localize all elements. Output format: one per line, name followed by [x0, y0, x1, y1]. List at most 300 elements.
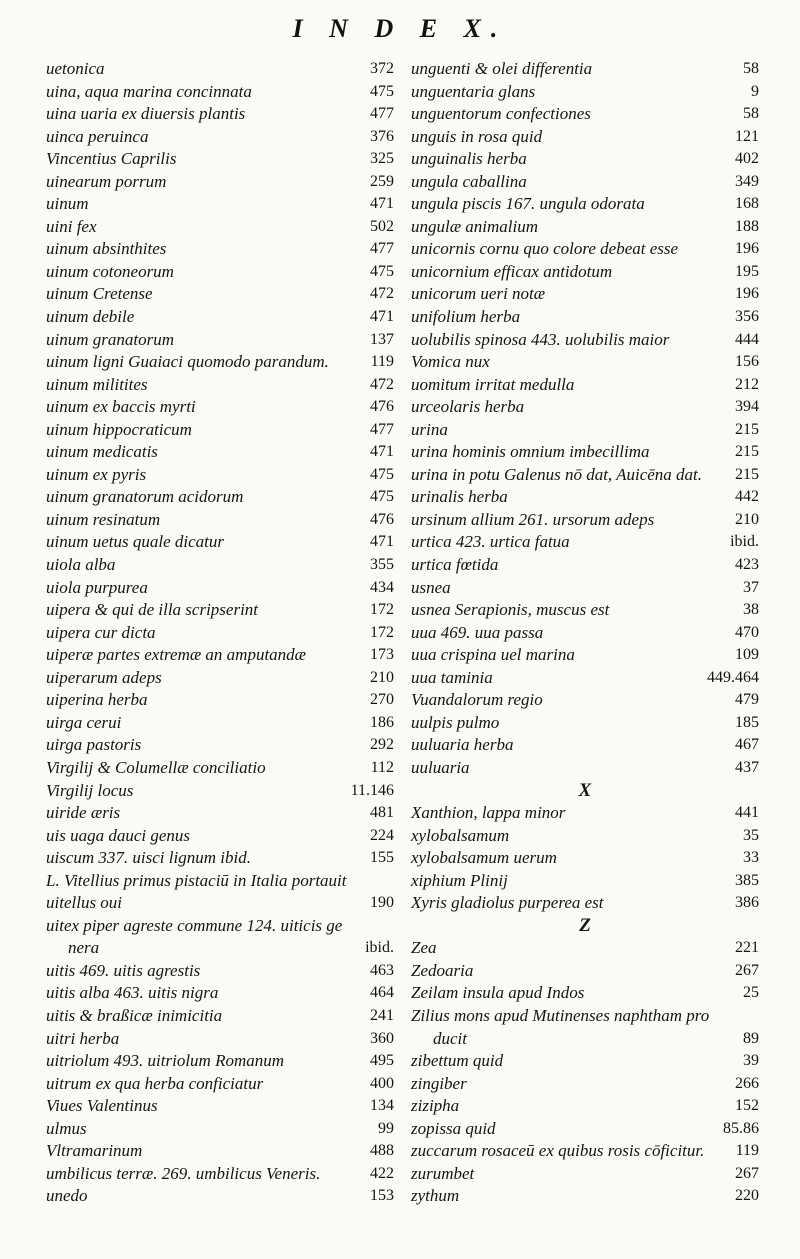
page-reference: 267 — [735, 961, 759, 979]
index-entry — [411, 283, 759, 306]
index-term: uitex piper agreste commune 124. uiticis ge — [46, 915, 343, 935]
index-term: uitis alba 463. uitis nigra — [46, 983, 219, 1003]
index-term: Viues Valentinus — [46, 1096, 158, 1116]
index-entry — [411, 509, 759, 532]
page-reference: 168 — [735, 195, 759, 213]
index-term: uinca peruinca — [46, 126, 149, 146]
index-entry — [411, 577, 759, 600]
page-reference: 355 — [370, 556, 394, 574]
index-entry — [411, 193, 759, 216]
index-entry — [46, 1095, 394, 1118]
index-entry — [411, 486, 759, 509]
index-entry — [411, 1095, 759, 1118]
index-entry — [411, 531, 759, 554]
index-term: uinum uetus quale dicatur — [46, 532, 225, 552]
page-reference: 267 — [735, 1164, 759, 1182]
page-reference: 467 — [735, 736, 759, 754]
page-reference: 152 — [735, 1097, 759, 1115]
index-term: uetonica — [46, 59, 105, 78]
page-reference: 9 — [751, 82, 759, 100]
index-term: urtica 423. urtica fatua — [411, 532, 570, 552]
index-entry — [46, 734, 394, 757]
index-entry — [46, 712, 394, 735]
index-term: uina, aqua marina concinnata — [46, 81, 252, 101]
page-reference: 385 — [735, 871, 759, 889]
index-entry — [46, 171, 394, 194]
page-reference: 479 — [735, 691, 759, 709]
index-term: urina — [411, 419, 448, 439]
index-entry — [46, 1163, 394, 1186]
index-entry — [411, 1028, 759, 1051]
index-column-left — [46, 58, 394, 1208]
index-term: uinum medicatis — [46, 442, 158, 462]
index-entry — [46, 825, 394, 848]
index-term: uiperarum adeps — [46, 667, 162, 687]
index-entry — [411, 374, 759, 397]
index-entry — [46, 329, 394, 352]
page-reference: 477 — [370, 105, 394, 123]
page-reference: 89 — [743, 1029, 759, 1047]
index-term: unguinalis herba — [411, 149, 527, 169]
index-entry — [411, 464, 759, 487]
index-term: zizipha — [411, 1096, 460, 1116]
index-entry — [46, 982, 394, 1005]
index-term: uuluaria herba — [411, 735, 514, 755]
index-term: uitellus oui — [46, 893, 123, 913]
page-reference: 464 — [370, 984, 394, 1002]
page-reference: 172 — [370, 601, 394, 619]
index-term: uiola purpurea — [46, 577, 148, 597]
index-entry — [46, 351, 394, 374]
index-entry — [411, 982, 759, 1005]
index-entry — [411, 126, 759, 149]
index-entry — [411, 644, 759, 667]
page-reference: 39 — [743, 1052, 759, 1070]
page-reference: 85.86 — [723, 1119, 759, 1137]
page-reference: 99 — [378, 1119, 394, 1137]
index-entry — [411, 554, 759, 577]
index-term: urina in potu Galenus nō dat, Auicēna dat. — [411, 464, 703, 484]
index-term: uinum granatorum acidorum — [46, 487, 244, 507]
index-term: uinearum porrum — [46, 171, 167, 191]
page-reference: 259 — [370, 172, 394, 190]
page-reference: 188 — [735, 217, 759, 235]
index-entry — [411, 1005, 759, 1028]
index-term: unguentorum confectiones — [411, 104, 591, 124]
index-entry — [46, 486, 394, 509]
index-term: xylobalsamum uerum — [411, 848, 557, 868]
index-term: unguentaria glans — [411, 81, 536, 101]
page-reference: 112 — [370, 758, 394, 776]
page-reference: 475 — [370, 262, 394, 280]
page-reference: 195 — [735, 262, 759, 280]
page-reference: 476 — [370, 398, 394, 416]
index-entry — [46, 464, 394, 487]
index-entry — [46, 238, 394, 261]
index-term: zibettum quid — [411, 1051, 504, 1071]
index-term: uiperina herba — [46, 690, 148, 710]
page-reference: 394 — [735, 398, 759, 416]
page-reference: 442 — [735, 488, 759, 506]
index-term: uua taminia — [411, 667, 493, 687]
index-term: xiphium Plinij — [411, 870, 508, 890]
index-entry — [411, 216, 759, 239]
index-entry — [46, 1118, 394, 1141]
index-term: usnea Serapionis, muscus est — [411, 600, 610, 620]
page-reference: 134 — [370, 1097, 394, 1115]
index-entry — [46, 306, 394, 329]
index-term: zythum — [411, 1186, 460, 1206]
index-entry — [411, 148, 759, 171]
section-letter-label: Z — [579, 914, 591, 936]
index-entry — [411, 847, 759, 870]
page-reference: 109 — [735, 646, 759, 664]
page-reference: 502 — [370, 217, 394, 235]
page-reference: 471 — [370, 195, 394, 213]
index-entry — [46, 216, 394, 239]
index-entry — [411, 419, 759, 442]
index-entry — [46, 937, 394, 960]
index-entry — [411, 870, 759, 893]
page-reference: 25 — [743, 984, 759, 1002]
page-reference: 153 — [370, 1187, 394, 1205]
page-reference: 215 — [735, 465, 759, 483]
index-entry — [46, 396, 394, 419]
page-reference: 121 — [735, 127, 759, 145]
page-reference: 470 — [735, 623, 759, 641]
index-term: unguis in rosa quid — [411, 126, 543, 146]
page-reference: 196 — [735, 240, 759, 258]
index-term: uipera cur dicta — [46, 622, 156, 642]
page-reference: 376 — [370, 127, 394, 145]
index-entry — [411, 58, 759, 81]
index-term: unicorum ueri notæ — [411, 284, 546, 304]
index-entry — [411, 802, 759, 825]
index-term: Vltramarinum — [46, 1141, 143, 1161]
index-term: uirga cerui — [46, 712, 122, 732]
page-reference: 190 — [370, 894, 394, 912]
page-reference: 156 — [735, 353, 759, 371]
index-entry — [411, 937, 759, 960]
page-reference: 270 — [370, 691, 394, 709]
index-term: usnea — [411, 577, 451, 597]
index-term: zuccarum rosaceū ex quibus rosis cōficitur. — [411, 1141, 705, 1161]
page-reference: 210 — [370, 668, 394, 686]
index-term: uinum Cretense — [46, 284, 153, 304]
page-reference: 137 — [370, 330, 394, 348]
index-entry — [46, 103, 394, 126]
index-entry — [411, 1050, 759, 1073]
index-entry — [46, 599, 394, 622]
page-reference: 402 — [735, 150, 759, 168]
page-reference: 475 — [370, 465, 394, 483]
page-reference: 292 — [370, 736, 394, 754]
page-reference: 224 — [370, 826, 394, 844]
page-reference: 35 — [743, 826, 759, 844]
index-term: uuluaria — [411, 757, 470, 777]
index-term: ducit — [433, 1028, 467, 1048]
index-entry — [411, 1073, 759, 1096]
index-term: unguenti & olei differentia — [411, 59, 593, 78]
index-entry — [46, 1005, 394, 1028]
index-entry — [46, 58, 394, 81]
index-term: uitis & braßicæ inimicitia — [46, 1005, 223, 1025]
page-reference: 471 — [370, 533, 394, 551]
index-term: uua 469. uua passa — [411, 622, 544, 642]
index-term: uinum hippocraticum — [46, 419, 192, 439]
page-reference: 173 — [370, 646, 394, 664]
index-term: uis uaga dauci genus — [46, 825, 191, 845]
index-term: uiscum 337. uisci lignum ibid. — [46, 848, 251, 868]
page-reference: 196 — [735, 285, 759, 303]
page-reference: 488 — [370, 1142, 394, 1160]
page-reference: 241 — [370, 1006, 394, 1024]
index-entry — [46, 283, 394, 306]
index-entry — [411, 1185, 759, 1208]
index-entry — [46, 1050, 394, 1073]
index-entry — [411, 238, 759, 261]
index-entry — [46, 622, 394, 645]
index-term: uiride æris — [46, 803, 121, 823]
index-term: ulmus — [46, 1118, 87, 1138]
page-reference: 119 — [370, 353, 394, 371]
index-term: Zedoaria — [411, 960, 474, 980]
section-letter — [411, 915, 759, 938]
index-entry — [411, 622, 759, 645]
index-entry — [411, 306, 759, 329]
page-reference: 360 — [370, 1029, 394, 1047]
page-reference: ibid. — [730, 533, 759, 551]
page-reference: 221 — [735, 939, 759, 957]
page-reference: 212 — [735, 375, 759, 393]
index-entry — [46, 554, 394, 577]
index-entry — [46, 441, 394, 464]
index-term: ungula piscis 167. ungula odorata — [411, 194, 645, 214]
page-reference: 58 — [743, 60, 759, 77]
index-term: zurumbet — [411, 1163, 475, 1183]
index-term: uinum militites — [46, 374, 148, 394]
index-entry — [46, 847, 394, 870]
index-entry — [46, 577, 394, 600]
index-entry — [411, 599, 759, 622]
index-term: Zilius mons apud Mutinenses naphtham pro — [411, 1005, 710, 1025]
index-term: uinum — [46, 194, 89, 214]
page-reference: 186 — [370, 713, 394, 731]
index-entry — [46, 780, 394, 803]
index-term: uina uaria ex diuersis plantis — [46, 104, 246, 124]
index-term: Vincentius Caprilis — [46, 149, 177, 169]
index-entry — [411, 825, 759, 848]
page-reference: 475 — [370, 488, 394, 506]
index-entry — [46, 148, 394, 171]
page-reference: 11.146 — [350, 781, 394, 799]
page-reference: 356 — [735, 308, 759, 326]
index-entry — [411, 103, 759, 126]
index-term: Zeilam insula apud Indos — [411, 983, 585, 1003]
index-entry — [46, 915, 394, 938]
index-term: uua crispina uel marina — [411, 645, 575, 665]
index-entry — [411, 1140, 759, 1163]
page-reference: 210 — [735, 510, 759, 528]
page-reference: 37 — [743, 578, 759, 596]
page-reference: 463 — [370, 961, 394, 979]
index-term: unicornis cornu quo colore debeat esse — [411, 239, 679, 259]
page-reference: 437 — [735, 758, 759, 776]
page-reference: 38 — [743, 601, 759, 619]
index-term: uinum cotoneorum — [46, 261, 174, 281]
index-entry — [46, 1073, 394, 1096]
index-entry — [411, 171, 759, 194]
page-reference: 422 — [370, 1164, 394, 1182]
page-reference: 472 — [370, 375, 394, 393]
index-entry — [46, 193, 394, 216]
page-reference: 215 — [735, 443, 759, 461]
page-reference: 325 — [370, 150, 394, 168]
page-reference: 172 — [370, 623, 394, 641]
index-term: urinalis herba — [411, 487, 508, 507]
page-reference: 495 — [370, 1052, 394, 1070]
page-reference: 220 — [735, 1187, 759, 1205]
index-term: L. Vitellius primus pistaciū in Italia portauit — [46, 870, 347, 890]
index-term: umbilicus terræ. 269. umbilicus Veneris. — [46, 1163, 321, 1183]
page-reference: 349 — [735, 172, 759, 190]
page-reference: 119 — [735, 1142, 759, 1160]
index-entry — [411, 396, 759, 419]
page-reference: 33 — [743, 849, 759, 867]
index-entry — [411, 689, 759, 712]
page-reference: 215 — [735, 420, 759, 438]
index-term: unicornium efficax antidotum — [411, 261, 613, 281]
page-reference: 472 — [370, 285, 394, 303]
page-reference: 476 — [370, 510, 394, 528]
index-term: Vuandalorum regio — [411, 690, 543, 710]
index-entry — [46, 509, 394, 532]
index-term: Virgilij locus — [46, 780, 134, 800]
index-entry — [46, 374, 394, 397]
page-reference: 471 — [370, 308, 394, 326]
index-term: Zea — [411, 938, 437, 958]
index-entry — [46, 81, 394, 104]
index-term: uomitum irritat medulla — [411, 374, 575, 394]
page-title: I N D E X. — [292, 14, 508, 43]
page-reference: 372 — [370, 60, 394, 77]
index-entry — [46, 644, 394, 667]
index-term: uipera & qui de illa scripserint — [46, 600, 259, 620]
page-reference: 444 — [735, 330, 759, 348]
index-term: uiperæ partes extremæ an amputandæ — [46, 645, 307, 665]
index-entry — [46, 689, 394, 712]
index-term: uinum ex pyris — [46, 464, 147, 484]
index-term: Xyris gladiolus purperea est — [411, 893, 604, 913]
index-term: uulpis pulmo — [411, 712, 500, 732]
index-term: uinum absinthites — [46, 239, 167, 259]
index-term: uitis 469. uitis agrestis — [46, 960, 201, 980]
index-term: uitri herba — [46, 1028, 120, 1048]
page-reference: 477 — [370, 420, 394, 438]
page-reference: 477 — [370, 240, 394, 258]
index-entry — [46, 531, 394, 554]
index-entry — [411, 351, 759, 374]
index-term: uinum ex baccis myrti — [46, 397, 196, 417]
index-term: urina hominis omnium imbecillima — [411, 442, 650, 462]
page-reference: 471 — [370, 443, 394, 461]
index-term: Vomica nux — [411, 352, 490, 372]
index-term: zopissa quid — [411, 1118, 496, 1138]
index-entry — [46, 261, 394, 284]
index-term: unedo — [46, 1186, 88, 1206]
index-entry — [411, 892, 759, 915]
index-entry — [411, 734, 759, 757]
index-entry — [411, 667, 759, 690]
index-term: uirga pastoris — [46, 735, 142, 755]
index-entry — [46, 1028, 394, 1051]
index-entry — [46, 892, 394, 915]
index-term: uinum resinatum — [46, 509, 161, 529]
index-term: urceolaris herba — [411, 397, 525, 417]
index-entry — [411, 441, 759, 464]
index-entry — [46, 667, 394, 690]
index-entry — [46, 870, 394, 893]
index-term: Virgilij & Columellæ conciliatio — [46, 757, 266, 777]
section-letter — [411, 780, 759, 803]
index-term: uolubilis spinosa 443. uolubilis maior — [411, 329, 670, 349]
page-reference: 58 — [743, 105, 759, 123]
index-term: uinum granatorum — [46, 329, 174, 349]
index-term: uiola alba — [46, 555, 116, 575]
page-reference: 386 — [735, 894, 759, 912]
index-term: uinum ligni Guaiaci quomodo parandum. — [46, 352, 329, 372]
page-reference: 481 — [370, 804, 394, 822]
index-column-right — [411, 58, 759, 1208]
page-reference: 475 — [370, 82, 394, 100]
page-reference: 185 — [735, 713, 759, 731]
index-entry — [46, 419, 394, 442]
index-entry — [411, 960, 759, 983]
index-term: uini fex — [46, 216, 97, 236]
index-term: urtica fœtida — [411, 555, 499, 575]
index-entry — [411, 712, 759, 735]
index-term: nera — [68, 938, 100, 958]
index-term: uitriolum 493. uitriolum Romanum — [46, 1051, 285, 1071]
index-term: zingiber — [411, 1073, 467, 1093]
index-entry — [46, 960, 394, 983]
index-entry — [411, 757, 759, 780]
index-entry — [46, 1140, 394, 1163]
index-term: ungula caballina — [411, 171, 527, 191]
index-entry — [46, 757, 394, 780]
index-entry — [411, 261, 759, 284]
index-term: xylobalsamum — [411, 825, 510, 845]
page-reference: 441 — [735, 804, 759, 822]
index-term: uinum debile — [46, 307, 135, 327]
index-entry — [46, 126, 394, 149]
section-letter-label: X — [578, 779, 592, 801]
index-term: Xanthion, lappa minor — [411, 803, 566, 823]
index-entry — [411, 1118, 759, 1141]
page-reference: 423 — [735, 556, 759, 574]
index-term: unifolium herba — [411, 307, 521, 327]
page-reference: ibid. — [365, 939, 394, 957]
page-reference: 400 — [370, 1074, 394, 1092]
index-term: ursinum allium 261. ursorum adeps — [411, 509, 655, 529]
index-term: uitrum ex qua herba conficiatur — [46, 1073, 264, 1093]
page-reference: 449.464 — [707, 668, 759, 686]
index-entry — [46, 802, 394, 825]
index-term: ungulæ animalium — [411, 216, 539, 236]
index-entry — [46, 1185, 394, 1208]
page-reference: 266 — [735, 1074, 759, 1092]
index-entry — [411, 81, 759, 104]
